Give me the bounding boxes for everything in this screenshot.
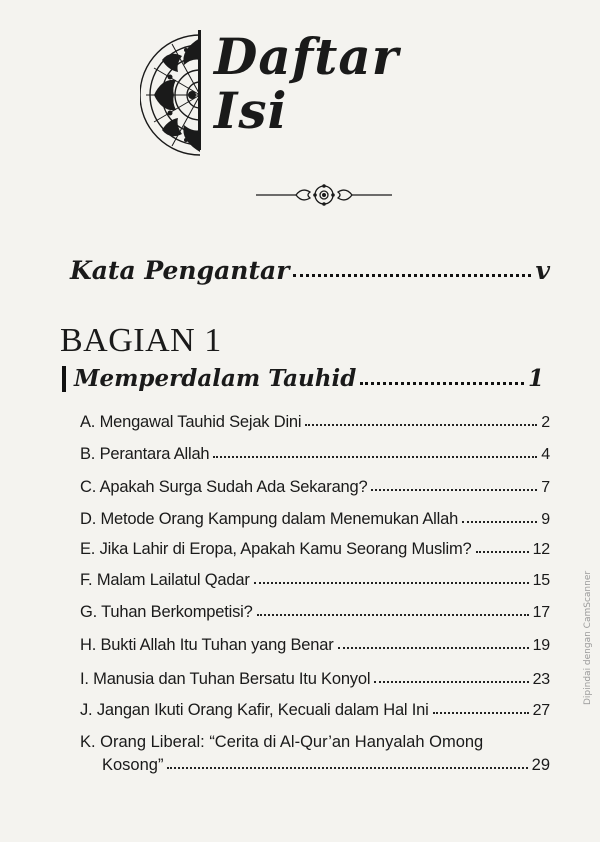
toc-item-page: 12 [532,541,550,558]
toc-item-label-continued: Kosong” [102,756,164,774]
toc-item[interactable] [80,413,550,432]
toc-item[interactable] [80,670,550,689]
toc-item-label: E. Jika Lahir di Eropa, Apakah Kamu Seorang Muslim? [80,540,472,558]
toc-chapter-memperdalam-tauhid[interactable] [62,365,544,392]
toc-chapter-page: 1 [527,365,544,392]
scanner-watermark: Dipindai dengan CamScanner [583,570,593,705]
toc-item-label: K. Orang Liberal: “Cerita di Al-Qur’an Hanyalah Omong [80,733,484,751]
toc-item-label: B. Perantara Allah [80,445,210,463]
dot-leader [338,646,529,649]
dot-leader [476,550,529,553]
toc-item-page: 27 [532,702,550,719]
dot-leader [254,581,529,584]
toc-item[interactable] [80,733,550,775]
chapter-bar-marker [62,366,66,392]
title-vertical-rule [198,30,201,150]
toc-item-label: F. Malam Lailatul Qadar [80,571,250,589]
toc-item-page: 9 [541,511,550,528]
toc-item-page: 2 [541,414,550,431]
toc-item-continuation [80,756,550,775]
toc-item-page: 29 [531,756,550,774]
toc-item[interactable] [80,540,550,559]
toc-item-page: 7 [541,479,550,496]
toc-chapter-label: Memperdalam Tauhid [74,365,357,392]
toc-item[interactable] [80,603,550,622]
page-title [214,27,400,140]
toc-item[interactable] [80,636,550,655]
toc-entry-page: v [535,256,550,285]
part-heading: BAGIAN 1 [60,322,222,359]
dot-leader [374,680,528,683]
dot-leader [293,273,531,277]
toc-item-page: 4 [541,446,550,463]
mandala-ornament-icon [140,30,202,160]
toc-entry-kata-pengantar[interactable] [70,256,550,285]
dot-leader [371,488,537,491]
dot-leader [360,381,524,385]
toc-item-label: J. Jangan Ikuti Orang Kafir, Kecuali dalam Hal Ini [80,701,429,719]
dot-leader [257,613,529,616]
toc-item[interactable] [80,510,550,529]
floral-divider-icon [256,180,392,210]
toc-item-label: H. Bukti Allah Itu Tuhan yang Benar [80,636,334,654]
toc-item-page: 17 [532,604,550,621]
toc-item-label: G. Tuhan Berkompetisi? [80,603,253,621]
dot-leader [167,766,527,769]
dot-leader [462,520,537,523]
toc-item-page: 15 [532,572,550,589]
toc-item[interactable] [80,571,550,590]
toc-item-label: D. Metode Orang Kampung dalam Menemukan Allah [80,510,459,528]
toc-item[interactable] [80,701,550,720]
toc-item-label: A. Mengawal Tauhid Sejak Dini [80,413,302,431]
title-line-2: Isi [214,81,288,140]
toc-item-page: 19 [532,637,550,654]
toc-item[interactable] [80,478,550,497]
dot-leader [433,711,529,714]
dot-leader [305,423,537,426]
toc-item-label: C. Apakah Surga Sudah Ada Sekarang? [80,478,368,496]
dot-leader [213,455,537,458]
toc-item-label: I. Manusia dan Tuhan Bersatu Itu Konyol [80,670,371,688]
toc-item[interactable] [80,445,550,464]
toc-entry-label: Kata Pengantar [70,256,290,285]
toc-item-page: 23 [532,671,550,688]
title-line-1: Daftar [214,27,400,86]
